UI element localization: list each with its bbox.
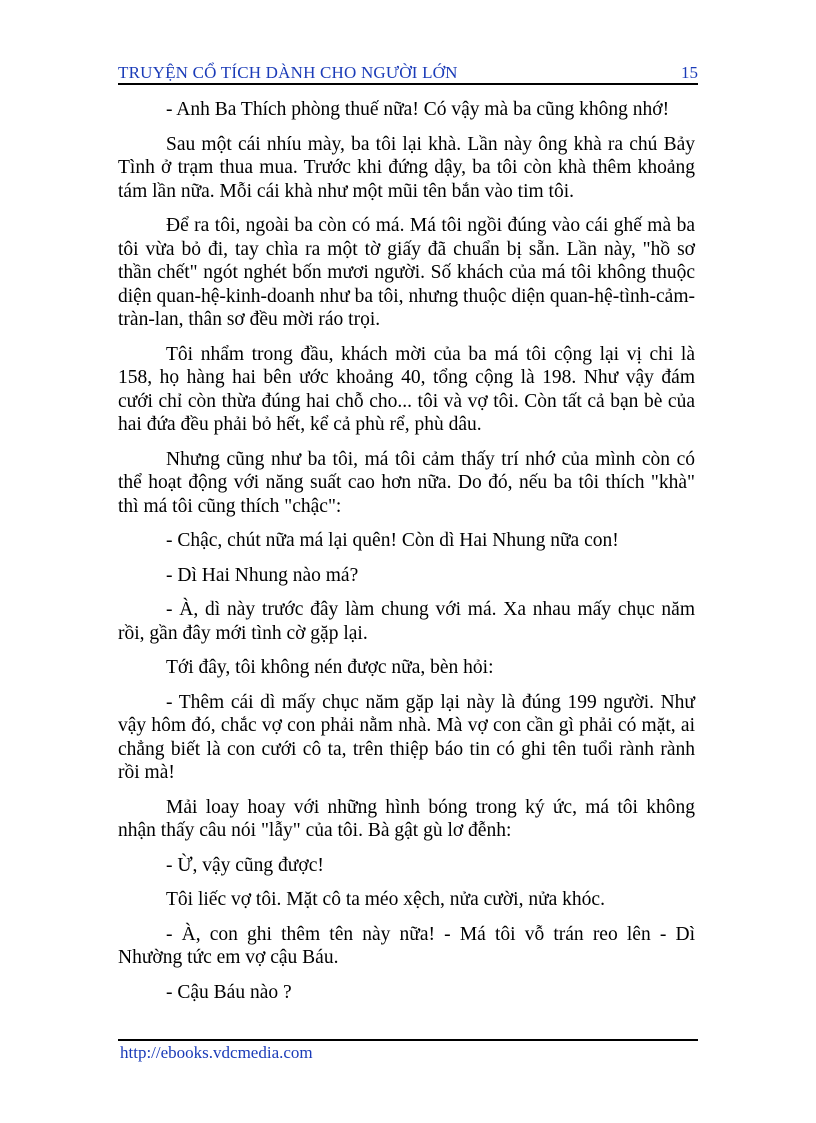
book-title: TRUYỆN CỔ TÍCH DÀNH CHO NGƯỜI LỚN: [118, 63, 458, 82]
story-body: [118, 98, 695, 1015]
paragraph: - Ừ, vậy cũng được!: [166, 854, 324, 876]
paragraph: - Anh Ba Thích phòng thuế nữa! Có vậy mà ba cũng không nhớ!: [166, 99, 670, 120]
paragraph: - Dì Hai Nhung nào má?: [166, 564, 359, 586]
paragraph: Sau một cái nhíu mày, ba tôi lại khà. Lần này ông khà ra chú Bảy Tình ở trạm thua mua. Trước khi đứng dậy, ba tôi còn khà thêm khoảng tám lần nữa. Mỗi cái khà như một mũi tên bắn vào tim tôi.: [118, 133, 695, 202]
header-divider: [118, 83, 698, 85]
paragraph: Để ra tôi, ngoài ba còn có má. Má tôi ngồi đúng vào cái ghế mà ba tôi vừa bỏ đi, tay chìa ra một tờ giấy đã chuẩn bị sẵn. Lần này, "hồ sơ thần chết" ngót nghét bốn mươi người. Số khách của má tôi không thuộc diện quan-hệ-kinh-doanh như ba tôi, nhưng thuộc diện quan-hệ-tình-cảm-tràn-lan, thân sơ đều mời ráo trọi.: [118, 215, 695, 330]
paragraph: Tôi liếc vợ tôi. Mặt cô ta méo xệch, nửa cười, nửa khóc.: [166, 889, 605, 910]
paragraph: - Chậc, chút nữa má lại quên! Còn dì Hai Nhung nữa con!: [166, 530, 619, 551]
page-number: 15: [681, 63, 698, 82]
paragraph: Tôi nhẩm trong đầu, khách mời của ba má tôi cộng lại vị chi là 158, họ hàng hai bên ước khoảng 40, tổng cộng là 198. Như vậy đám cưới chỉ còn thừa đúng hai chỗ cho... tôi và vợ tôi. Còn tất cả bạn bè của hai đứa đều phải bỏ hết, kể cả phù rể, phù dâu.: [118, 343, 695, 435]
paragraph: Tới đây, tôi không nén được nữa, bèn hỏi:: [166, 657, 494, 678]
paragraph: - À, dì này trước đây làm chung với má. Xa nhau mấy chục năm rồi, gần đây mới tình cờ gặp lại.: [118, 599, 695, 644]
paragraph: Mải loay hoay với những hình bóng trong ký ức, má tôi không nhận thấy câu nói "lẫy" của tôi. Bà gật gù lơ đễnh:: [118, 796, 695, 841]
paragraph: Nhưng cũng như ba tôi, má tôi cảm thấy trí nhớ của mình còn có thể hoạt động với năng suất cao hơn nữa. Do đó, nếu ba tôi thích "khà" thì má tôi cũng thích "chậc":: [118, 448, 695, 517]
paragraph: - Cậu Báu nào ?: [166, 981, 292, 1003]
paragraph: - À, con ghi thêm tên này nữa! - Má tôi vỗ trán reo lên - Dì Nhường tức em vợ cậu Báu.: [118, 923, 695, 968]
paragraph: - Thêm cái dì mấy chục năm gặp lại này là đúng 199 người. Như vậy hôm đó, chắc vợ con phải nằm nhà. Mà vợ con cần gì phải có mặt, ai chẳng biết là con cưới cô ta, trên thiệp báo tin có ghi tên tuổi rành rành rồi mà!: [118, 691, 695, 783]
footer-website-link[interactable]: http://ebooks.vdcmedia.com: [120, 1043, 313, 1062]
footer-divider: [118, 1039, 698, 1041]
